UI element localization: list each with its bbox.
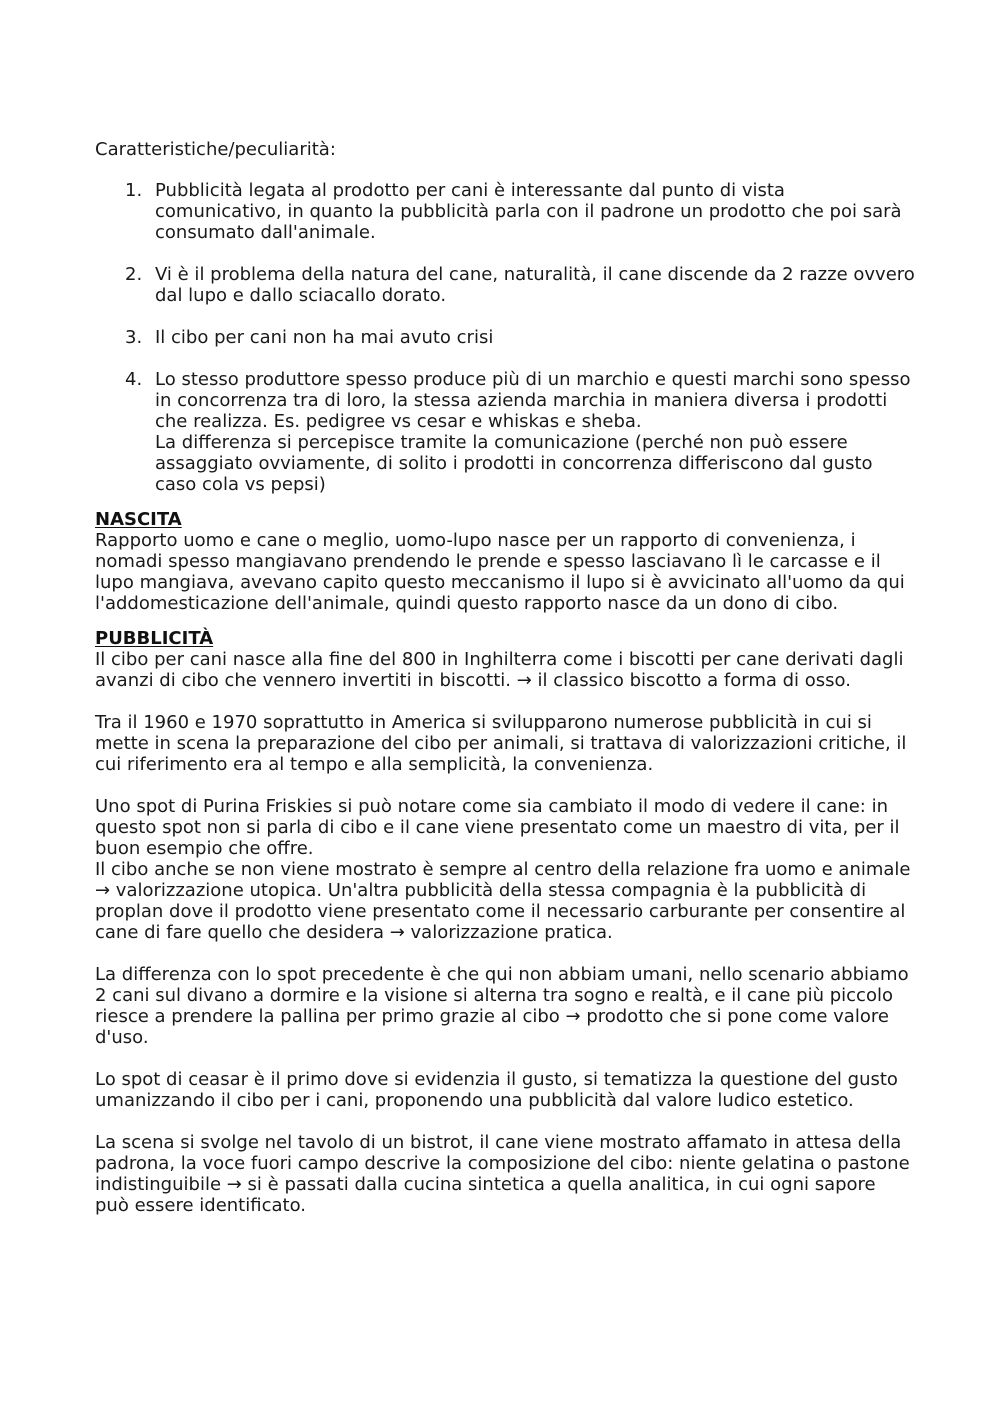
list-item bbox=[95, 180, 915, 243]
list-item-text-continued: La differenza si percepisce tramite la comunicazione (perché non può essere assaggiato ovviamente, di solito i prodotti in concorrenza differiscono dal gusto caso cola vs pepsi) bbox=[155, 432, 873, 495]
paragraph: Lo spot di ceasar è il primo dove si evidenzia il gusto, si tematizza la questione del gusto umanizzando il cibo per i cani, proponendo una pubblicità dal valore ludico estetico. bbox=[95, 1069, 898, 1111]
intro-text: Caratteristiche/peculiarità: bbox=[95, 139, 336, 160]
list-item-text: Lo stesso produttore spesso produce più di un marchio e questi marchi sono spesso in concorrenza tra di loro, la stessa azienda marchia in maniera diversa i prodotti che realizza. Es. pedigree vs cesar e whiskas e sheba. bbox=[155, 369, 911, 432]
list-number: 1. bbox=[125, 180, 143, 201]
paragraph: La scena si svolge nel tavolo di un bistrot, il cane viene mostrato affamato in attesa della padrona, la voce fuori campo descrive la composizione del cibo: niente gelatina o pastone indistinguibile → si è passati dalla cucina sintetica a quella analitica, in cui ogni sapore può essere identificato. bbox=[95, 1132, 910, 1216]
list-number: 3. bbox=[125, 327, 143, 348]
paragraph: Il cibo per cani nasce alla fine del 800 in Inghilterra come i biscotti per cane derivati dagli avanzi di cibo che vennero invertiti in biscotti. → il classico biscotto a forma di osso. bbox=[95, 649, 904, 691]
paragraph: La differenza con lo spot precedente è che qui non abbiam umani, nello scenario abbiamo 2 cani sul divano a dormire e la visione si alterna tra sogno e realtà, e il cane più piccolo riesce a prendere la pallina per primo grazie al cibo → prodotto che si pone come valore d'uso. bbox=[95, 964, 909, 1048]
characteristics-list bbox=[95, 180, 915, 495]
section-pubblicita bbox=[95, 628, 915, 1216]
list-item-text: Il cibo per cani non ha mai avuto crisi bbox=[155, 327, 494, 348]
document-page bbox=[95, 139, 915, 1216]
section-heading: PUBBLICITÀ bbox=[95, 628, 214, 649]
paragraph: Rapporto uomo e cane o meglio, uomo-lupo nasce per un rapporto di convenienza, i nomadi spesso mangiavano prendendo le prende e spesso lasciavano lì le carcasse e il lupo mangiava, avevano capito questo meccanismo il lupo si è avvicinato all'uomo da qui l'addomesticazione dell'animale, quindi questo rapporto nasce da un dono di cibo. bbox=[95, 530, 905, 614]
list-item bbox=[95, 264, 915, 306]
section-nascita bbox=[95, 509, 915, 614]
section-heading: NASCITA bbox=[95, 509, 182, 530]
paragraph: Uno spot di Purina Friskies si può notare come sia cambiato il modo di vedere il cane: in questo spot non si parla di cibo e il cane viene presentato come un maestro di vita, per il buon esempio che offre. bbox=[95, 796, 900, 859]
list-item-text: Pubblicità legata al prodotto per cani è interessante dal punto di vista comunicativo, in quanto la pubblicità parla con il padrone un prodotto che poi sarà consumato dall'animale. bbox=[155, 180, 902, 243]
list-item bbox=[95, 369, 915, 495]
list-number: 2. bbox=[125, 264, 143, 285]
list-item bbox=[95, 327, 915, 348]
paragraph: Tra il 1960 e 1970 soprattutto in America si svilupparono numerose pubblicità in cui si mette in scena la preparazione del cibo per animali, si trattava di valorizzazioni critiche, il cui riferimento era al tempo e alla semplicità, la convenienza. bbox=[95, 712, 907, 775]
paragraph: Il cibo anche se non viene mostrato è sempre al centro della relazione fra uomo e animale → valorizzazione utopica. Un'altra pubblicità della stessa compagnia è la pubblicità di proplan dove il prodotto viene presentato come il necessario carburante per consentire al cane di fare quello che desidera → valorizzazione pratica. bbox=[95, 859, 911, 943]
list-item-text: Vi è il problema della natura del cane, naturalità, il cane discende da 2 razze ovvero dal lupo e dallo sciacallo dorato. bbox=[155, 264, 915, 306]
list-number: 4. bbox=[125, 369, 143, 390]
